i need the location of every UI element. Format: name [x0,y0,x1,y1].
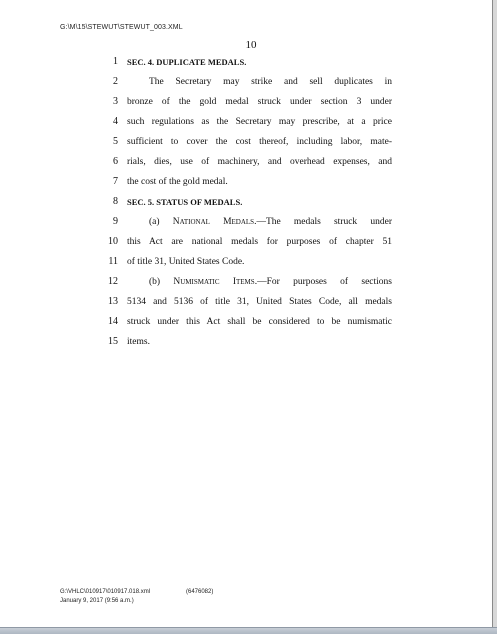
bill-line [96,194,396,210]
line-text: struck under this Act shall be considered to be numismatic [127,317,392,327]
bill-line [96,234,396,250]
line-text: items. [127,337,150,347]
bill-line [96,314,396,330]
bill-line [96,254,396,270]
line-text: this Act are national medals for purposes of chapter 51 [127,237,392,247]
line-text: sufficient to cover the cost thereof, including labor, mate- [127,137,392,147]
line-number: 11 [108,256,118,267]
subsection-heading: National Medals [172,217,255,227]
bill-line [96,54,396,70]
line-text [127,214,392,230]
line-text: such regulations as the Secretary may prescribe, at a price [127,117,392,127]
bill-line [96,114,396,130]
page-number: 10 [245,39,257,51]
footer-path: G:\VHLC\010917\010917.018.xml [60,589,151,595]
line-number: 13 [108,296,118,307]
line-number: 15 [108,336,118,347]
subsection-label: (a) [149,217,173,227]
line-number: 14 [108,316,118,327]
line-text: of title 31, United States Code. [127,257,245,267]
line-number: 3 [113,96,118,107]
subsection-text: .—For purposes of sections [254,277,392,287]
line-text: bronze of the gold medal struck under section 3 under [127,97,392,107]
line-number: 12 [108,276,118,287]
line-text: 5134 and 5136 of title 31, United States Code, all medals [127,297,392,307]
line-number: 9 [113,216,118,227]
line-number: 8 [113,196,118,207]
bill-line [96,294,396,310]
subsection-label: (b) [149,277,174,287]
section-heading: SEC. 5. STATUS OF MEDALS. [127,197,243,207]
line-number: 4 [113,116,118,127]
line-text: The Secretary may strike and sell duplicates in [149,77,392,87]
bill-line [96,174,396,190]
line-number: 6 [113,156,118,167]
bill-line [96,214,396,230]
vertical-scrollbar[interactable] [493,0,497,627]
line-number: 10 [108,236,118,247]
bill-line [96,74,396,90]
bill-line [96,154,396,170]
file-header: G:\M\15\STEWUT\STEWUT_003.XML [60,24,183,31]
line-number: 7 [113,176,118,187]
bill-line [96,334,396,350]
footer-date: January 9, 2017 (9:56 a.m.) [60,598,134,604]
bill-line [96,274,396,290]
document-footer [60,588,214,606]
section-heading: SEC. 4. DUPLICATE MEDALS. [127,57,247,67]
line-text: the cost of the gold medal. [127,177,228,187]
line-number: 1 [113,56,118,67]
line-text: rials, dies, use of machinery, and overhead expenses, and [127,157,392,167]
bill-line [96,134,396,150]
line-number: 5 [113,136,118,147]
footer-doc-id: (6476082) [186,589,214,595]
subsection-text: .—The medals struck under [254,217,392,227]
line-text [127,274,392,290]
subsection-heading: Numismatic Items [173,277,255,287]
bill-line [96,94,396,110]
line-number: 2 [113,76,118,87]
